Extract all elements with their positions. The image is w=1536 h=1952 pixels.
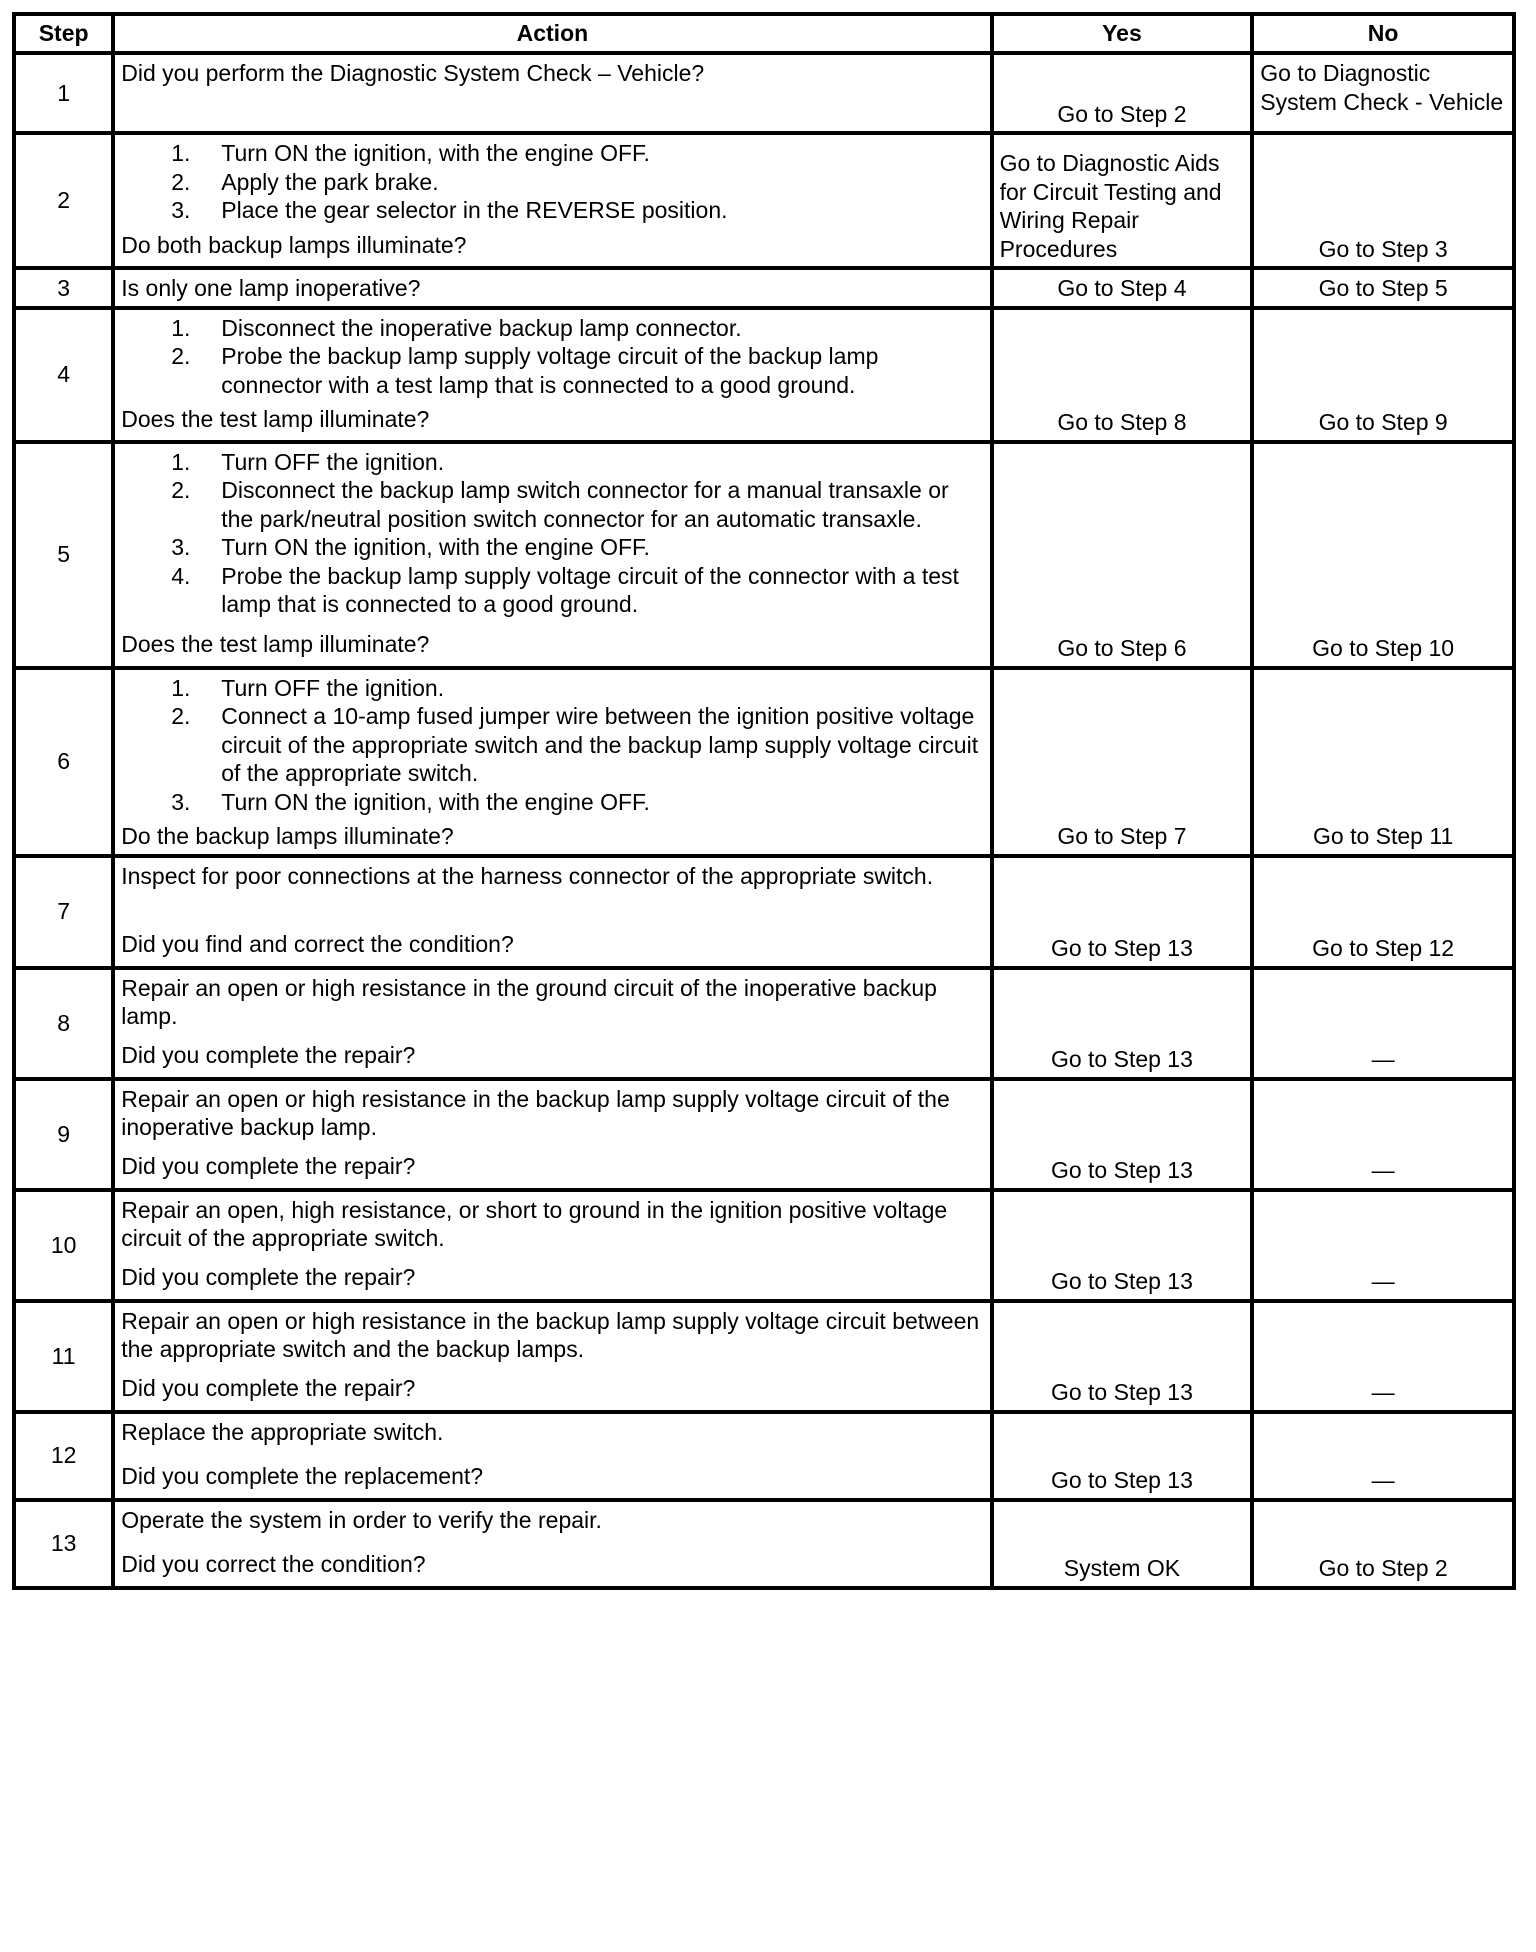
- list-text: Apply the park brake.: [221, 168, 439, 195]
- yes-result: Go to Step 13: [992, 1079, 1253, 1190]
- list-text: Disconnect the inoperative backup lamp connector.: [221, 314, 742, 341]
- action-body: [121, 274, 983, 303]
- list-text: Turn ON the ignition, with the engine OFF.: [221, 788, 650, 815]
- list-number: 1.: [171, 314, 191, 341]
- action-question: Did you complete the repair?: [121, 1153, 416, 1179]
- header-action: Action: [113, 14, 991, 53]
- action-question: Does the test lamp illuminate?: [121, 631, 430, 657]
- list-number: 3.: [171, 534, 191, 560]
- yes-result: Go to Step 13: [992, 1190, 1253, 1301]
- action-list-item: [121, 788, 983, 817]
- table-row: [14, 1412, 1514, 1500]
- step-number: 8: [14, 968, 113, 1079]
- step-number: 12: [14, 1412, 113, 1500]
- no-result: —: [1252, 1079, 1514, 1190]
- step-number: 9: [14, 1079, 113, 1190]
- yes-result: Go to Step 13: [992, 1412, 1253, 1500]
- action-text: Repair an open or high resistance in the backup lamp supply voltage circuit of the inoperative backup lamp.: [121, 1085, 950, 1140]
- header-step: Step: [14, 14, 113, 53]
- action-question: Did you find and correct the condition?: [121, 931, 514, 957]
- no-result: Go to Step 3: [1252, 133, 1514, 268]
- action-body: [121, 139, 983, 225]
- list-number: 3.: [171, 788, 191, 815]
- action-question: Did you correct the condition?: [121, 1551, 426, 1577]
- action-body: [121, 1418, 983, 1447]
- action-text: Repair an open or high resistance in the ground circuit of the inoperative backup lamp.: [121, 974, 937, 1029]
- action-content: [121, 674, 983, 851]
- list-text: Turn ON the ignition, with the engine OFF.: [221, 140, 650, 166]
- list-text: Turn ON the ignition, with the engine OFF.: [221, 534, 650, 560]
- action-list-item: [121, 342, 983, 399]
- list-text: Place the gear selector in the REVERSE position.: [221, 197, 728, 223]
- yes-result: Go to Step 7: [992, 668, 1253, 856]
- action-list-item: [121, 196, 983, 225]
- action-text: Repair an open or high resistance in the backup lamp supply voltage circuit between the appropriate switch and the backup lamps.: [121, 1307, 980, 1362]
- action-question: Did you complete the repair?: [121, 1042, 416, 1068]
- yes-result: Go to Step 4: [992, 268, 1253, 308]
- no-result: Go to Step 5: [1252, 268, 1514, 308]
- action-body: [121, 862, 983, 891]
- action-content: [121, 1307, 983, 1403]
- action-cell: [113, 1412, 991, 1500]
- table-row: [14, 308, 1514, 442]
- action-body: [121, 1196, 983, 1253]
- table-row: [14, 668, 1514, 856]
- action-content: [121, 139, 983, 259]
- action-cell: [113, 968, 991, 1079]
- table-row: [14, 268, 1514, 308]
- action-list-item: [121, 476, 983, 533]
- action-cell: [113, 308, 991, 442]
- action-cell: [113, 1190, 991, 1301]
- action-list-item: [121, 702, 983, 788]
- action-body: [121, 59, 983, 88]
- step-number: 6: [14, 668, 113, 856]
- list-text: Turn OFF the ignition.: [221, 674, 445, 701]
- action-question: Does the test lamp illuminate?: [121, 406, 430, 432]
- yes-result: Go to Step 13: [992, 968, 1253, 1079]
- step-number: 3: [14, 268, 113, 308]
- yes-result: Go to Step 8: [992, 308, 1253, 442]
- action-list-item: [121, 533, 983, 562]
- no-result: Go to Step 12: [1252, 856, 1514, 968]
- list-number: 2.: [171, 343, 191, 369]
- header-no: No: [1252, 14, 1514, 53]
- action-body: [121, 974, 983, 1031]
- no-result: Go to Step 11: [1252, 668, 1514, 856]
- action-cell: [113, 668, 991, 856]
- action-content: [121, 274, 983, 303]
- action-text: Did you perform the Diagnostic System Check – Vehicle?: [121, 60, 705, 86]
- table-row: [14, 133, 1514, 268]
- action-cell: [113, 133, 991, 268]
- action-body: [121, 448, 983, 619]
- action-list-item: [121, 674, 983, 703]
- action-question: Do the backup lamps illuminate?: [121, 823, 454, 849]
- action-content: [121, 314, 983, 434]
- table-row: [14, 53, 1514, 133]
- action-cell: [113, 268, 991, 308]
- header-row: [14, 14, 1514, 53]
- yes-result: Go to Step 13: [992, 856, 1253, 968]
- action-list-item: [121, 314, 983, 343]
- action-text: Operate the system in order to verify the repair.: [121, 1506, 602, 1533]
- list-number: 1.: [171, 448, 191, 475]
- header-yes: Yes: [992, 14, 1253, 53]
- table-row: [14, 1079, 1514, 1190]
- action-list: [121, 448, 983, 619]
- action-body: [121, 1307, 983, 1364]
- table-row: [14, 1500, 1514, 1588]
- action-text: Is only one lamp inoperative?: [121, 275, 421, 301]
- action-body: [121, 674, 983, 817]
- action-body: [121, 1085, 983, 1142]
- step-number: 4: [14, 308, 113, 442]
- action-question: Did you complete the repair?: [121, 1375, 416, 1401]
- list-text: Disconnect the backup lamp switch connector for a manual transaxle or the park/neutral position switch connector for an automatic transaxle.: [221, 477, 949, 532]
- action-list-item: [121, 562, 983, 619]
- yes-result: Go to Step 6: [992, 442, 1253, 668]
- action-text: Repair an open, high resistance, or short to ground in the ignition positive voltage circuit of the appropriate switch.: [121, 1196, 948, 1251]
- table-row: [14, 856, 1514, 968]
- action-question: Did you complete the repair?: [121, 1264, 416, 1290]
- list-number: 1.: [171, 674, 191, 701]
- action-content: [121, 1196, 983, 1292]
- table-row: [14, 1190, 1514, 1301]
- action-cell: [113, 856, 991, 968]
- action-list-item: [121, 168, 983, 197]
- action-content: [121, 1418, 983, 1491]
- no-result: —: [1252, 968, 1514, 1079]
- step-number: 10: [14, 1190, 113, 1301]
- table-row: [14, 968, 1514, 1079]
- step-number: 13: [14, 1500, 113, 1588]
- no-result: Go to Step 10: [1252, 442, 1514, 668]
- action-list: [121, 139, 983, 225]
- list-text: Turn OFF the ignition.: [221, 448, 445, 475]
- list-number: 1.: [171, 140, 191, 166]
- list-number: 2.: [171, 703, 191, 729]
- action-list-item: [121, 448, 983, 477]
- action-body: [121, 1506, 983, 1535]
- no-result: —: [1252, 1190, 1514, 1301]
- step-number: 1: [14, 53, 113, 133]
- action-content: [121, 974, 983, 1070]
- action-cell: [113, 1301, 991, 1412]
- action-list-item: [121, 139, 983, 168]
- action-list: [121, 314, 983, 400]
- action-cell: [113, 442, 991, 668]
- list-number: 4.: [171, 562, 191, 589]
- yes-result: Go to Step 13: [992, 1301, 1253, 1412]
- action-question: Do both backup lamps illuminate?: [121, 231, 467, 258]
- action-content: [121, 862, 983, 959]
- action-cell: [113, 1500, 991, 1588]
- table-row: [14, 442, 1514, 668]
- action-text: Inspect for poor connections at the harness connector of the appropriate switch.: [121, 862, 934, 889]
- yes-result: Go to Diagnostic Aids for Circuit Testing and Wiring Repair Procedures: [992, 133, 1253, 268]
- list-number: 3.: [171, 197, 191, 223]
- list-number: 2.: [171, 168, 191, 195]
- step-number: 2: [14, 133, 113, 268]
- yes-result: System OK: [992, 1500, 1253, 1588]
- action-content: [121, 1085, 983, 1181]
- table-row: [14, 1301, 1514, 1412]
- list-text: Connect a 10-amp fused jumper wire between the ignition positive voltage circuit of the appropriate switch and the backup lamp supply voltage circuit of the appropriate switch.: [221, 703, 979, 786]
- action-text: Replace the appropriate switch.: [121, 1418, 444, 1445]
- action-content: [121, 448, 983, 659]
- step-number: 5: [14, 442, 113, 668]
- no-result: —: [1252, 1301, 1514, 1412]
- step-number: 11: [14, 1301, 113, 1412]
- list-text: Probe the backup lamp supply voltage circuit of the backup lamp connector with a test lamp that is connected to a good ground.: [221, 343, 879, 398]
- action-content: [121, 59, 983, 124]
- yes-result: Go to Step 2: [992, 53, 1253, 133]
- action-content: [121, 1506, 983, 1579]
- diagnostic-table: [12, 12, 1516, 1590]
- action-cell: [113, 53, 991, 133]
- step-number: 7: [14, 856, 113, 968]
- no-result: Go to Diagnostic System Check - Vehicle: [1252, 53, 1514, 133]
- list-text: Probe the backup lamp supply voltage circuit of the connector with a test lamp that is connected to a good ground.: [221, 562, 959, 617]
- no-result: Go to Step 2: [1252, 1500, 1514, 1588]
- action-cell: [113, 1079, 991, 1190]
- action-list: [121, 674, 983, 817]
- no-result: —: [1252, 1412, 1514, 1500]
- no-result: Go to Step 9: [1252, 308, 1514, 442]
- action-body: [121, 314, 983, 400]
- action-question: Did you complete the replacement?: [121, 1463, 484, 1489]
- list-number: 2.: [171, 477, 191, 503]
